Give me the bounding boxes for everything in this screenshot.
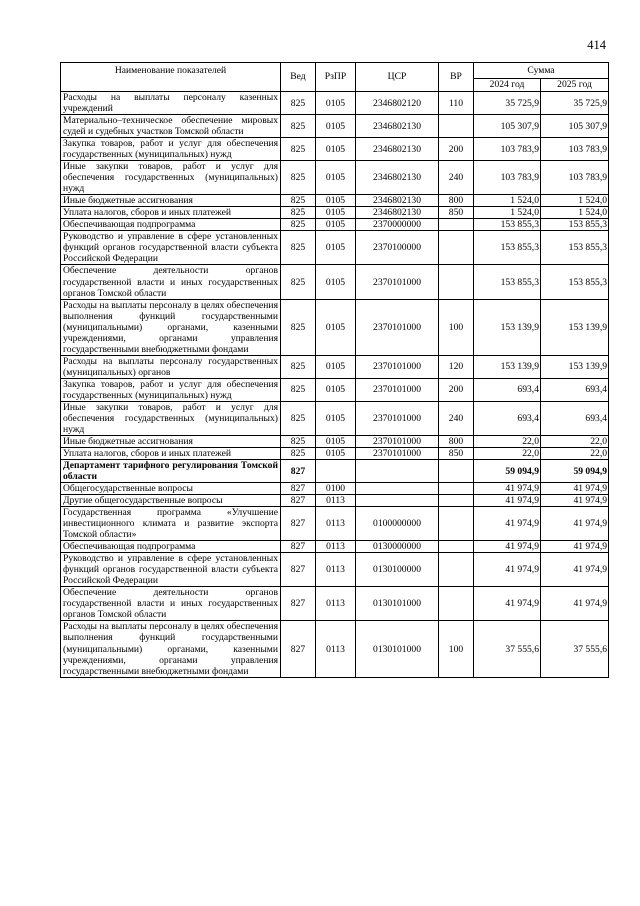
cell-2025: 693,4 bbox=[541, 378, 609, 401]
cell-2025: 103 783,9 bbox=[541, 138, 609, 161]
cell-csr: 2370101000 bbox=[356, 299, 439, 355]
table-row bbox=[61, 587, 609, 621]
cell-name: Другие общегосударственные вопросы bbox=[61, 495, 281, 507]
table-row bbox=[61, 378, 609, 401]
cell-name: Закупка товаров, работ и услуг для обеспечения государственных (муниципальных) нужд bbox=[61, 138, 281, 161]
cell-vr: 120 bbox=[439, 355, 474, 378]
cell-2024: 22,0 bbox=[474, 435, 541, 447]
cell-csr: 2346802130 bbox=[356, 161, 439, 195]
cell-2025: 693,4 bbox=[541, 401, 609, 435]
cell-csr: 2346802120 bbox=[356, 92, 439, 115]
cell-rzpr: 0105 bbox=[316, 378, 356, 401]
table-row bbox=[61, 553, 609, 587]
cell-csr: 2370000000 bbox=[356, 219, 439, 231]
cell-name: Департамент тарифного регулирования Томской области bbox=[61, 460, 281, 483]
cell-rzpr: 0100 bbox=[316, 483, 356, 495]
cell-csr: 2370101000 bbox=[356, 401, 439, 435]
table-row bbox=[61, 621, 609, 677]
cell-name: Государственная программа «Улучшение инвестиционного климата и развитие экспорта Томской области» bbox=[61, 507, 281, 541]
cell-2025: 22,0 bbox=[541, 447, 609, 459]
cell-vr: 850 bbox=[439, 207, 474, 219]
cell-ved: 825 bbox=[281, 447, 316, 459]
table-row bbox=[61, 231, 609, 265]
cell-vr: 110 bbox=[439, 92, 474, 115]
table-body bbox=[61, 92, 609, 678]
cell-ved: 825 bbox=[281, 195, 316, 207]
cell-ved: 827 bbox=[281, 495, 316, 507]
table-row bbox=[61, 435, 609, 447]
cell-csr bbox=[356, 495, 439, 507]
cell-rzpr: 0105 bbox=[316, 138, 356, 161]
header-year-2024: 2024 год bbox=[474, 79, 541, 92]
cell-2025: 41 974,9 bbox=[541, 553, 609, 587]
cell-2025: 41 974,9 bbox=[541, 587, 609, 621]
cell-csr: 2346802130 bbox=[356, 207, 439, 219]
table-row bbox=[61, 161, 609, 195]
cell-csr: 2370101000 bbox=[356, 447, 439, 459]
cell-2024: 153 855,3 bbox=[474, 219, 541, 231]
cell-name: Руководство и управление в сфере установленных функций органов государственной власти субъекта Российской Федерации bbox=[61, 553, 281, 587]
cell-name: Расходы на выплаты персоналу в целях обеспечения выполнения функций государственными (муниципальными) органами, казенными учреждениями, органами управления государственными внебюджетными фондами bbox=[61, 299, 281, 355]
table-row bbox=[61, 507, 609, 541]
cell-vr bbox=[439, 495, 474, 507]
cell-2024: 41 974,9 bbox=[474, 553, 541, 587]
cell-name: Иные закупки товаров, работ и услуг для обеспечения государственных (муниципальных) нужд bbox=[61, 161, 281, 195]
cell-vr: 850 bbox=[439, 447, 474, 459]
header-sum: Сумма bbox=[474, 63, 609, 79]
cell-csr: 0130101000 bbox=[356, 587, 439, 621]
header-csr: ЦСР bbox=[356, 63, 439, 92]
cell-name: Уплата налогов, сборов и иных платежей bbox=[61, 207, 281, 219]
table-row bbox=[61, 495, 609, 507]
cell-csr: 2346802130 bbox=[356, 115, 439, 138]
cell-ved: 825 bbox=[281, 378, 316, 401]
cell-ved: 825 bbox=[281, 401, 316, 435]
cell-2025: 153 139,9 bbox=[541, 299, 609, 355]
cell-rzpr: 0105 bbox=[316, 161, 356, 195]
cell-csr: 2370101000 bbox=[356, 355, 439, 378]
table-row bbox=[61, 401, 609, 435]
cell-vr bbox=[439, 265, 474, 299]
cell-ved: 827 bbox=[281, 587, 316, 621]
cell-ved: 827 bbox=[281, 621, 316, 677]
cell-vr: 240 bbox=[439, 161, 474, 195]
budget-table bbox=[60, 62, 609, 678]
cell-vr bbox=[439, 587, 474, 621]
cell-vr bbox=[439, 483, 474, 495]
cell-rzpr: 0113 bbox=[316, 587, 356, 621]
cell-vr: 800 bbox=[439, 435, 474, 447]
cell-rzpr: 0105 bbox=[316, 195, 356, 207]
cell-ved: 825 bbox=[281, 92, 316, 115]
cell-csr: 2346802130 bbox=[356, 138, 439, 161]
cell-2025: 41 974,9 bbox=[541, 483, 609, 495]
cell-2024: 103 783,9 bbox=[474, 138, 541, 161]
cell-vr bbox=[439, 553, 474, 587]
cell-name: Обеспечивающая подпрограмма bbox=[61, 541, 281, 553]
cell-2024: 59 094,9 bbox=[474, 460, 541, 483]
cell-name: Обеспечение деятельности органов государственной власти и иных государственных органов Томской области bbox=[61, 587, 281, 621]
cell-ved: 825 bbox=[281, 435, 316, 447]
cell-name: Расходы на выплаты персоналу государственных (муниципальных) органов bbox=[61, 355, 281, 378]
table-row bbox=[61, 460, 609, 483]
cell-name: Иные закупки товаров, работ и услуг для обеспечения государственных (муниципальных) нужд bbox=[61, 401, 281, 435]
cell-2025: 37 555,6 bbox=[541, 621, 609, 677]
cell-name: Обеспечивающая подпрограмма bbox=[61, 219, 281, 231]
table-row bbox=[61, 483, 609, 495]
cell-csr: 0130101000 bbox=[356, 621, 439, 677]
cell-vr bbox=[439, 219, 474, 231]
header-name: Наименование показателей bbox=[61, 63, 281, 92]
cell-2024: 35 725,9 bbox=[474, 92, 541, 115]
cell-ved: 825 bbox=[281, 138, 316, 161]
table-row bbox=[61, 138, 609, 161]
cell-csr: 2370101000 bbox=[356, 378, 439, 401]
cell-rzpr: 0105 bbox=[316, 115, 356, 138]
cell-2025: 41 974,9 bbox=[541, 495, 609, 507]
cell-2025: 153 139,9 bbox=[541, 355, 609, 378]
cell-ved: 827 bbox=[281, 460, 316, 483]
cell-2025: 41 974,9 bbox=[541, 507, 609, 541]
table-row bbox=[61, 265, 609, 299]
table-row bbox=[61, 207, 609, 219]
cell-2024: 22,0 bbox=[474, 447, 541, 459]
cell-csr: 0130000000 bbox=[356, 541, 439, 553]
table-row bbox=[61, 92, 609, 115]
cell-2024: 1 524,0 bbox=[474, 195, 541, 207]
cell-csr bbox=[356, 483, 439, 495]
cell-rzpr: 0113 bbox=[316, 541, 356, 553]
cell-rzpr: 0113 bbox=[316, 507, 356, 541]
cell-name: Иные бюджетные ассигнования bbox=[61, 195, 281, 207]
cell-2025: 1 524,0 bbox=[541, 207, 609, 219]
cell-2025: 153 855,3 bbox=[541, 219, 609, 231]
cell-2024: 41 974,9 bbox=[474, 495, 541, 507]
cell-rzpr: 0105 bbox=[316, 265, 356, 299]
header-ved: Вед bbox=[281, 63, 316, 92]
cell-2025: 35 725,9 bbox=[541, 92, 609, 115]
cell-rzpr: 0105 bbox=[316, 92, 356, 115]
cell-rzpr: 0113 bbox=[316, 621, 356, 677]
cell-vr bbox=[439, 231, 474, 265]
table-header bbox=[61, 63, 609, 92]
cell-2024: 1 524,0 bbox=[474, 207, 541, 219]
page-number: 414 bbox=[587, 38, 606, 52]
header-year-2025: 2025 год bbox=[541, 79, 609, 92]
cell-2024: 105 307,9 bbox=[474, 115, 541, 138]
cell-2024: 693,4 bbox=[474, 401, 541, 435]
cell-rzpr: 0113 bbox=[316, 553, 356, 587]
cell-2024: 41 974,9 bbox=[474, 483, 541, 495]
cell-ved: 825 bbox=[281, 231, 316, 265]
cell-ved: 827 bbox=[281, 483, 316, 495]
cell-csr: 0100000000 bbox=[356, 507, 439, 541]
cell-2024: 153 855,3 bbox=[474, 231, 541, 265]
cell-2024: 693,4 bbox=[474, 378, 541, 401]
cell-rzpr: 0105 bbox=[316, 219, 356, 231]
cell-2024: 153 139,9 bbox=[474, 355, 541, 378]
table-row bbox=[61, 299, 609, 355]
cell-2024: 41 974,9 bbox=[474, 541, 541, 553]
cell-vr bbox=[439, 460, 474, 483]
cell-ved: 825 bbox=[281, 265, 316, 299]
cell-csr: 2370101000 bbox=[356, 265, 439, 299]
cell-rzpr: 0105 bbox=[316, 355, 356, 378]
cell-rzpr: 0105 bbox=[316, 299, 356, 355]
header-vr: ВР bbox=[439, 63, 474, 92]
cell-rzpr: 0105 bbox=[316, 435, 356, 447]
cell-rzpr: 0113 bbox=[316, 495, 356, 507]
cell-rzpr: 0105 bbox=[316, 231, 356, 265]
cell-2025: 22,0 bbox=[541, 435, 609, 447]
cell-vr: 200 bbox=[439, 378, 474, 401]
header-rzpr: РзПР bbox=[316, 63, 356, 92]
cell-ved: 827 bbox=[281, 507, 316, 541]
cell-name: Обеспечение деятельности органов государственной власти и иных государственных органов Томской области bbox=[61, 265, 281, 299]
cell-csr: 0130100000 bbox=[356, 553, 439, 587]
cell-name: Руководство и управление в сфере установленных функций органов государственной власти субъекта Российской Федерации bbox=[61, 231, 281, 265]
table-row bbox=[61, 355, 609, 378]
table-row bbox=[61, 115, 609, 138]
cell-2025: 1 524,0 bbox=[541, 195, 609, 207]
cell-name: Иные бюджетные ассигнования bbox=[61, 435, 281, 447]
cell-ved: 825 bbox=[281, 115, 316, 138]
cell-csr: 2370100000 bbox=[356, 231, 439, 265]
cell-2025: 41 974,9 bbox=[541, 541, 609, 553]
table-row bbox=[61, 195, 609, 207]
cell-2024: 153 855,3 bbox=[474, 265, 541, 299]
cell-vr: 100 bbox=[439, 299, 474, 355]
cell-name: Закупка товаров, работ и услуг для обеспечения государственных (муниципальных) нужд bbox=[61, 378, 281, 401]
cell-2024: 41 974,9 bbox=[474, 587, 541, 621]
cell-2025: 153 855,3 bbox=[541, 231, 609, 265]
cell-rzpr: 0105 bbox=[316, 207, 356, 219]
cell-2025: 103 783,9 bbox=[541, 161, 609, 195]
table-row bbox=[61, 541, 609, 553]
cell-2024: 37 555,6 bbox=[474, 621, 541, 677]
cell-rzpr: 0105 bbox=[316, 401, 356, 435]
cell-2024: 103 783,9 bbox=[474, 161, 541, 195]
cell-vr: 800 bbox=[439, 195, 474, 207]
cell-name: Расходы на выплаты персоналу казенных учреждений bbox=[61, 92, 281, 115]
cell-csr: 2370101000 bbox=[356, 435, 439, 447]
cell-vr bbox=[439, 541, 474, 553]
cell-ved: 827 bbox=[281, 541, 316, 553]
cell-2025: 105 307,9 bbox=[541, 115, 609, 138]
cell-name: Уплата налогов, сборов и иных платежей bbox=[61, 447, 281, 459]
cell-rzpr bbox=[316, 460, 356, 483]
cell-ved: 825 bbox=[281, 355, 316, 378]
cell-2024: 41 974,9 bbox=[474, 507, 541, 541]
cell-ved: 825 bbox=[281, 299, 316, 355]
cell-name: Расходы на выплаты персоналу в целях обеспечения выполнения функций государственными (муниципальными) органами, казенными учреждениями, органами управления государственными внебюджетными фондами bbox=[61, 621, 281, 677]
cell-vr: 200 bbox=[439, 138, 474, 161]
cell-csr bbox=[356, 460, 439, 483]
table-row bbox=[61, 219, 609, 231]
cell-ved: 825 bbox=[281, 207, 316, 219]
cell-ved: 825 bbox=[281, 219, 316, 231]
cell-ved: 827 bbox=[281, 553, 316, 587]
cell-vr: 100 bbox=[439, 621, 474, 677]
cell-vr: 240 bbox=[439, 401, 474, 435]
cell-name: Материально–техническое обеспечение мировых судей и судебных участков Томской области bbox=[61, 115, 281, 138]
table-row bbox=[61, 447, 609, 459]
cell-name: Общегосударственные вопросы bbox=[61, 483, 281, 495]
cell-2024: 153 139,9 bbox=[474, 299, 541, 355]
cell-vr bbox=[439, 507, 474, 541]
cell-2025: 59 094,9 bbox=[541, 460, 609, 483]
cell-rzpr: 0105 bbox=[316, 447, 356, 459]
cell-ved: 825 bbox=[281, 161, 316, 195]
cell-vr bbox=[439, 115, 474, 138]
cell-csr: 2346802130 bbox=[356, 195, 439, 207]
cell-2025: 153 855,3 bbox=[541, 265, 609, 299]
